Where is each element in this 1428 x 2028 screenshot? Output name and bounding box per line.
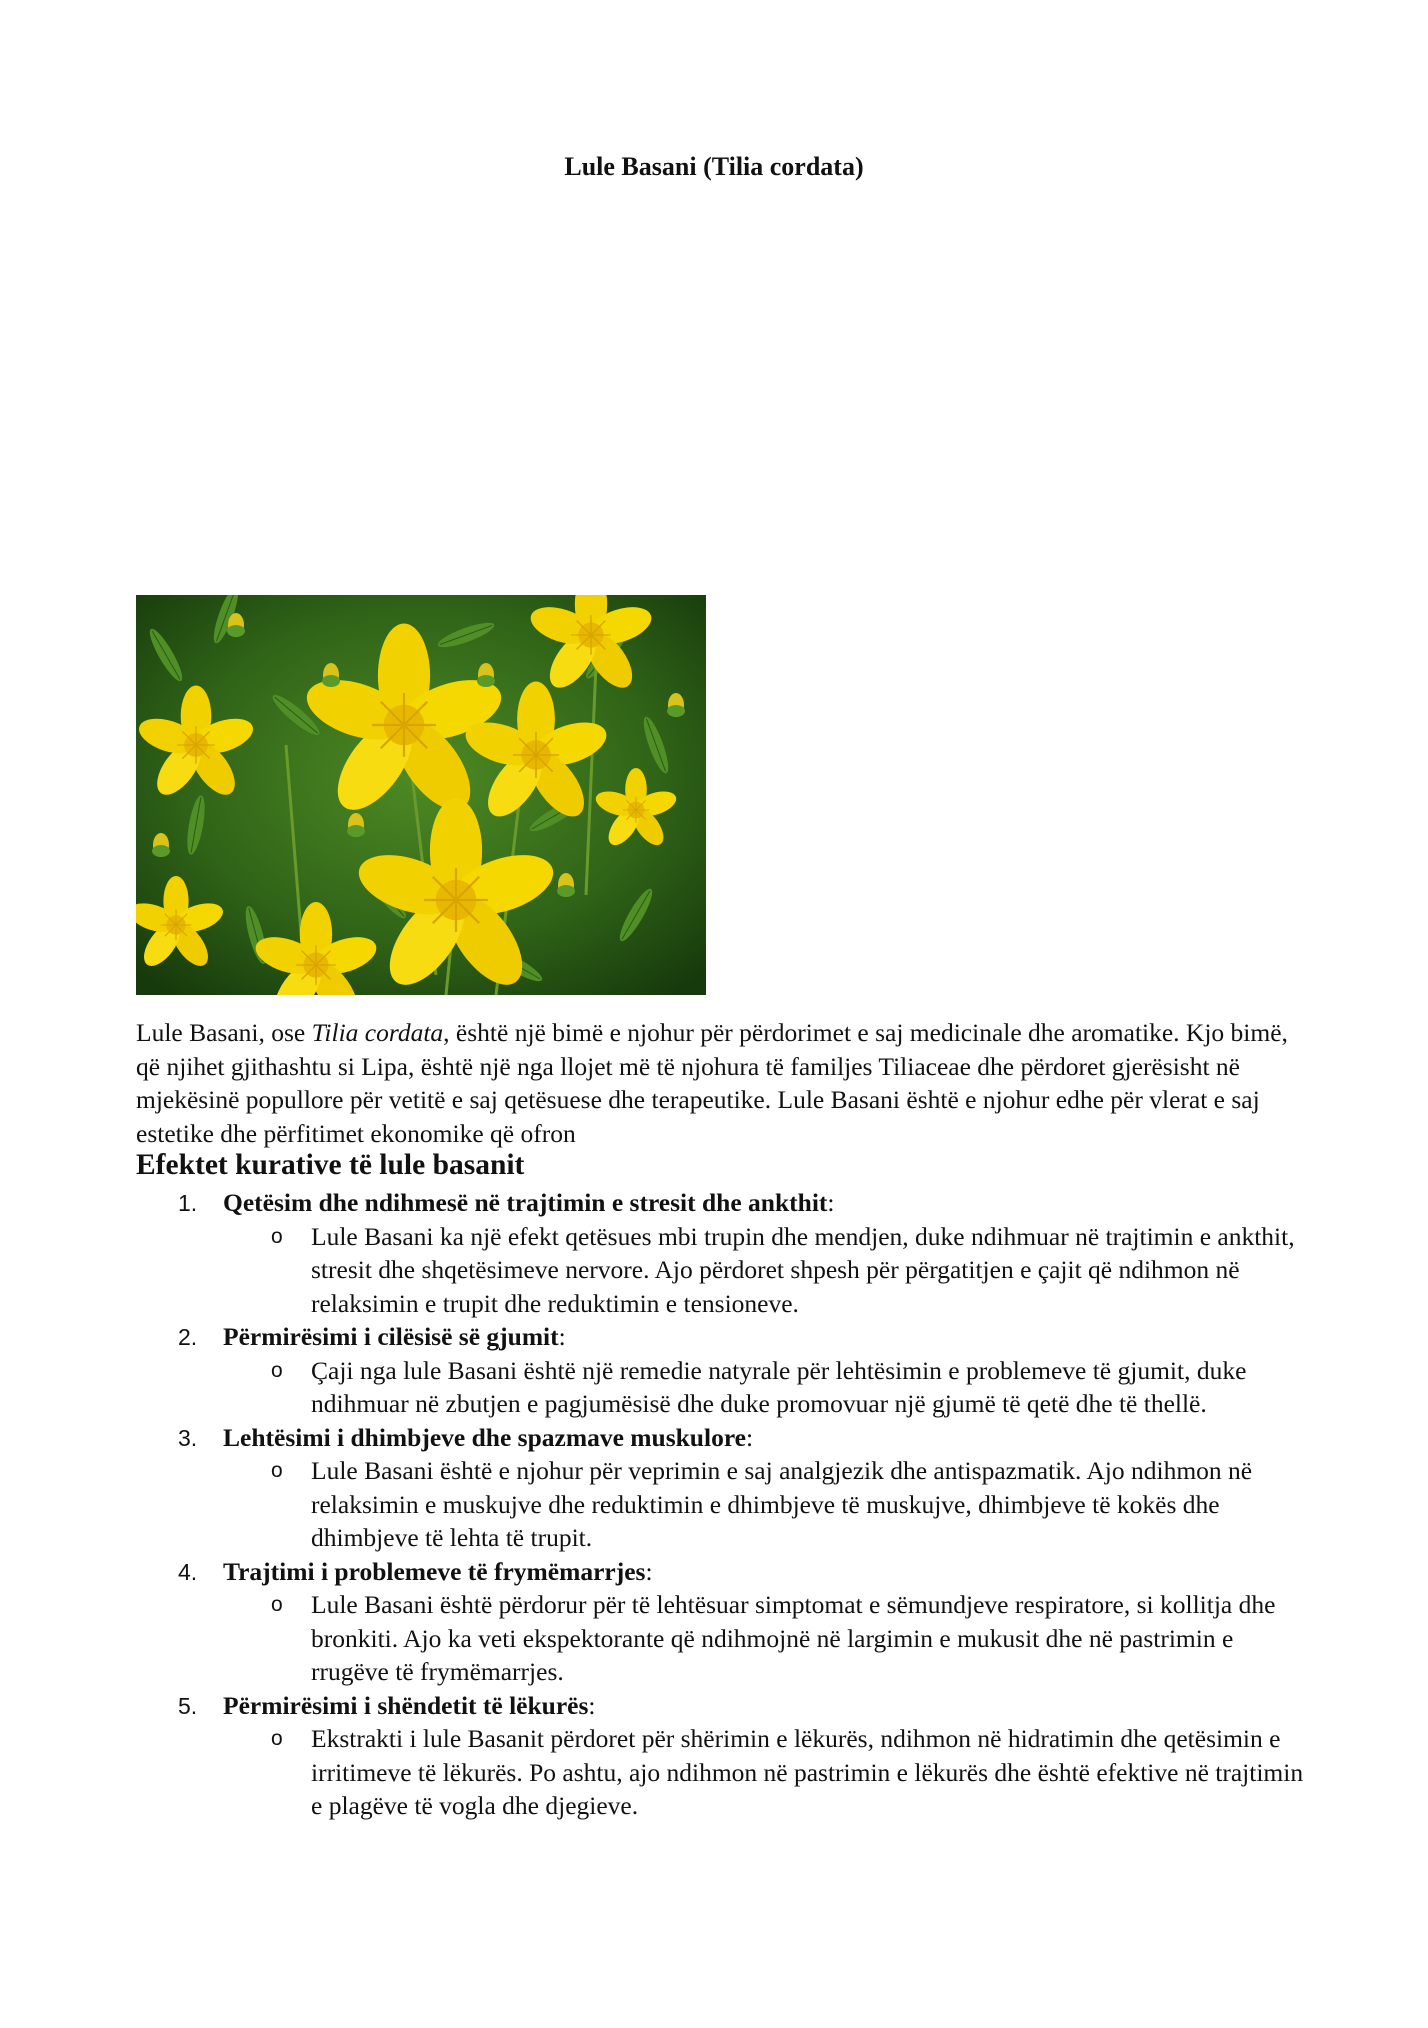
list-item	[136, 1555, 1316, 1689]
bullet-marker: o	[271, 1593, 283, 1616]
section-heading: Efektet kurative të lule basanit	[136, 1149, 525, 1181]
list-item	[136, 1689, 1316, 1823]
item-number: 5.	[178, 1692, 198, 1719]
bullet-marker: o	[271, 1224, 283, 1248]
bullet-marker: o	[271, 1459, 283, 1482]
item-text: Lule Basani është përdorur për të lehtësuar simptomat e sëmundjeve respiratore, si kollitja dhe bronkiti. Ajo ka veti ekspektorante që ndihmojnë në largimin e mukusit dhe në pastrimin e rrugëve të frymëmarrjes.	[311, 1590, 1276, 1686]
bullet-marker: o	[271, 1727, 283, 1750]
item-title: Trajtimi i problemeve të frymëmarrjes:	[223, 1556, 653, 1586]
bullet-marker: o	[271, 1358, 283, 1382]
intro-paragraph	[136, 1016, 1306, 1150]
item-text: Ekstrakti i lule Basanit përdoret për shërimin e lëkurës, ndihmon në hidratimin dhe qetësimin e irritimeve të lëkurës. Po ashtu, ajo ndihmon në pastrimin e lëkurës dhe është efektive në trajtimin e plagëve të vogla dhe djegieve.	[311, 1724, 1304, 1820]
item-number: 2.	[178, 1324, 198, 1350]
flower-photo	[136, 595, 706, 995]
item-title: Qetësim dhe ndihmesë në trajtimin e stresit dhe ankthit:	[223, 1188, 835, 1217]
item-description	[271, 1722, 1311, 1823]
intro-text-start: Lule Basani, ose	[136, 1018, 312, 1047]
item-text: Çaji nga lule Basani është një remedie natyrale për lehtësimin e problemeve të gjumit, duke ndihmuar në zbutjen e pagjumësisë dhe duke promovuar një gjumë të qetë dhe të thellë.	[311, 1355, 1247, 1418]
effects-list	[136, 1186, 1316, 1823]
list-item	[136, 1421, 1316, 1555]
item-description	[271, 1354, 1311, 1421]
document-title: Lule Basani (Tilia cordata)	[564, 152, 864, 181]
item-number: 1.	[178, 1190, 198, 1216]
list-item	[136, 1320, 1316, 1421]
item-title: Lehtësimi i dhimbjeve dhe spazmave muskulore:	[223, 1422, 754, 1452]
list-item	[136, 1186, 1316, 1320]
intro-text-rest: , është një bimë e njohur për përdorimet e saj medicinale dhe aromatike. Kjo bimë, që njihet gjithashtu si Lipa, është një nga llojet më të njohura të familjes Tiliaceae dhe përdoret gjerësisht në mjekësinë popullore për vetitë e saj qetësuese dhe terapeutike. Lule Basani është e njohur edhe për vlerat e saj estetike dhe përfitimet ekonomike që ofron	[136, 1018, 1288, 1148]
item-description	[271, 1220, 1311, 1321]
intro-species-name: Tilia cordata	[311, 1018, 444, 1047]
item-description	[271, 1588, 1311, 1689]
item-title: Përmirësimi i shëndetit të lëkurës:	[223, 1690, 596, 1720]
item-text: Lule Basani ka një efekt qetësues mbi trupin dhe mendjen, duke ndihmuar në trajtimin e ankthit, stresit dhe shqetësimeve nervore. Ajo përdoret shpesh për përgatitjen e çajit që ndihmon në relaksimin e trupit dhe reduktimin e tensioneve.	[311, 1221, 1295, 1318]
item-number: 3.	[178, 1424, 198, 1451]
item-text: Lule Basani është e njohur për veprimin e saj analgjezik dhe antispazmatik. Ajo ndihmon në relaksimin e muskujve dhe reduktimin e dhimbjeve të muskujve, dhimbjeve të kokës dhe dhimbjeve të lehta të trupit.	[311, 1456, 1253, 1552]
item-title: Përmirësimi i cilësisë së gjumit:	[223, 1322, 566, 1351]
item-description	[271, 1454, 1311, 1555]
item-number: 4.	[178, 1558, 198, 1585]
